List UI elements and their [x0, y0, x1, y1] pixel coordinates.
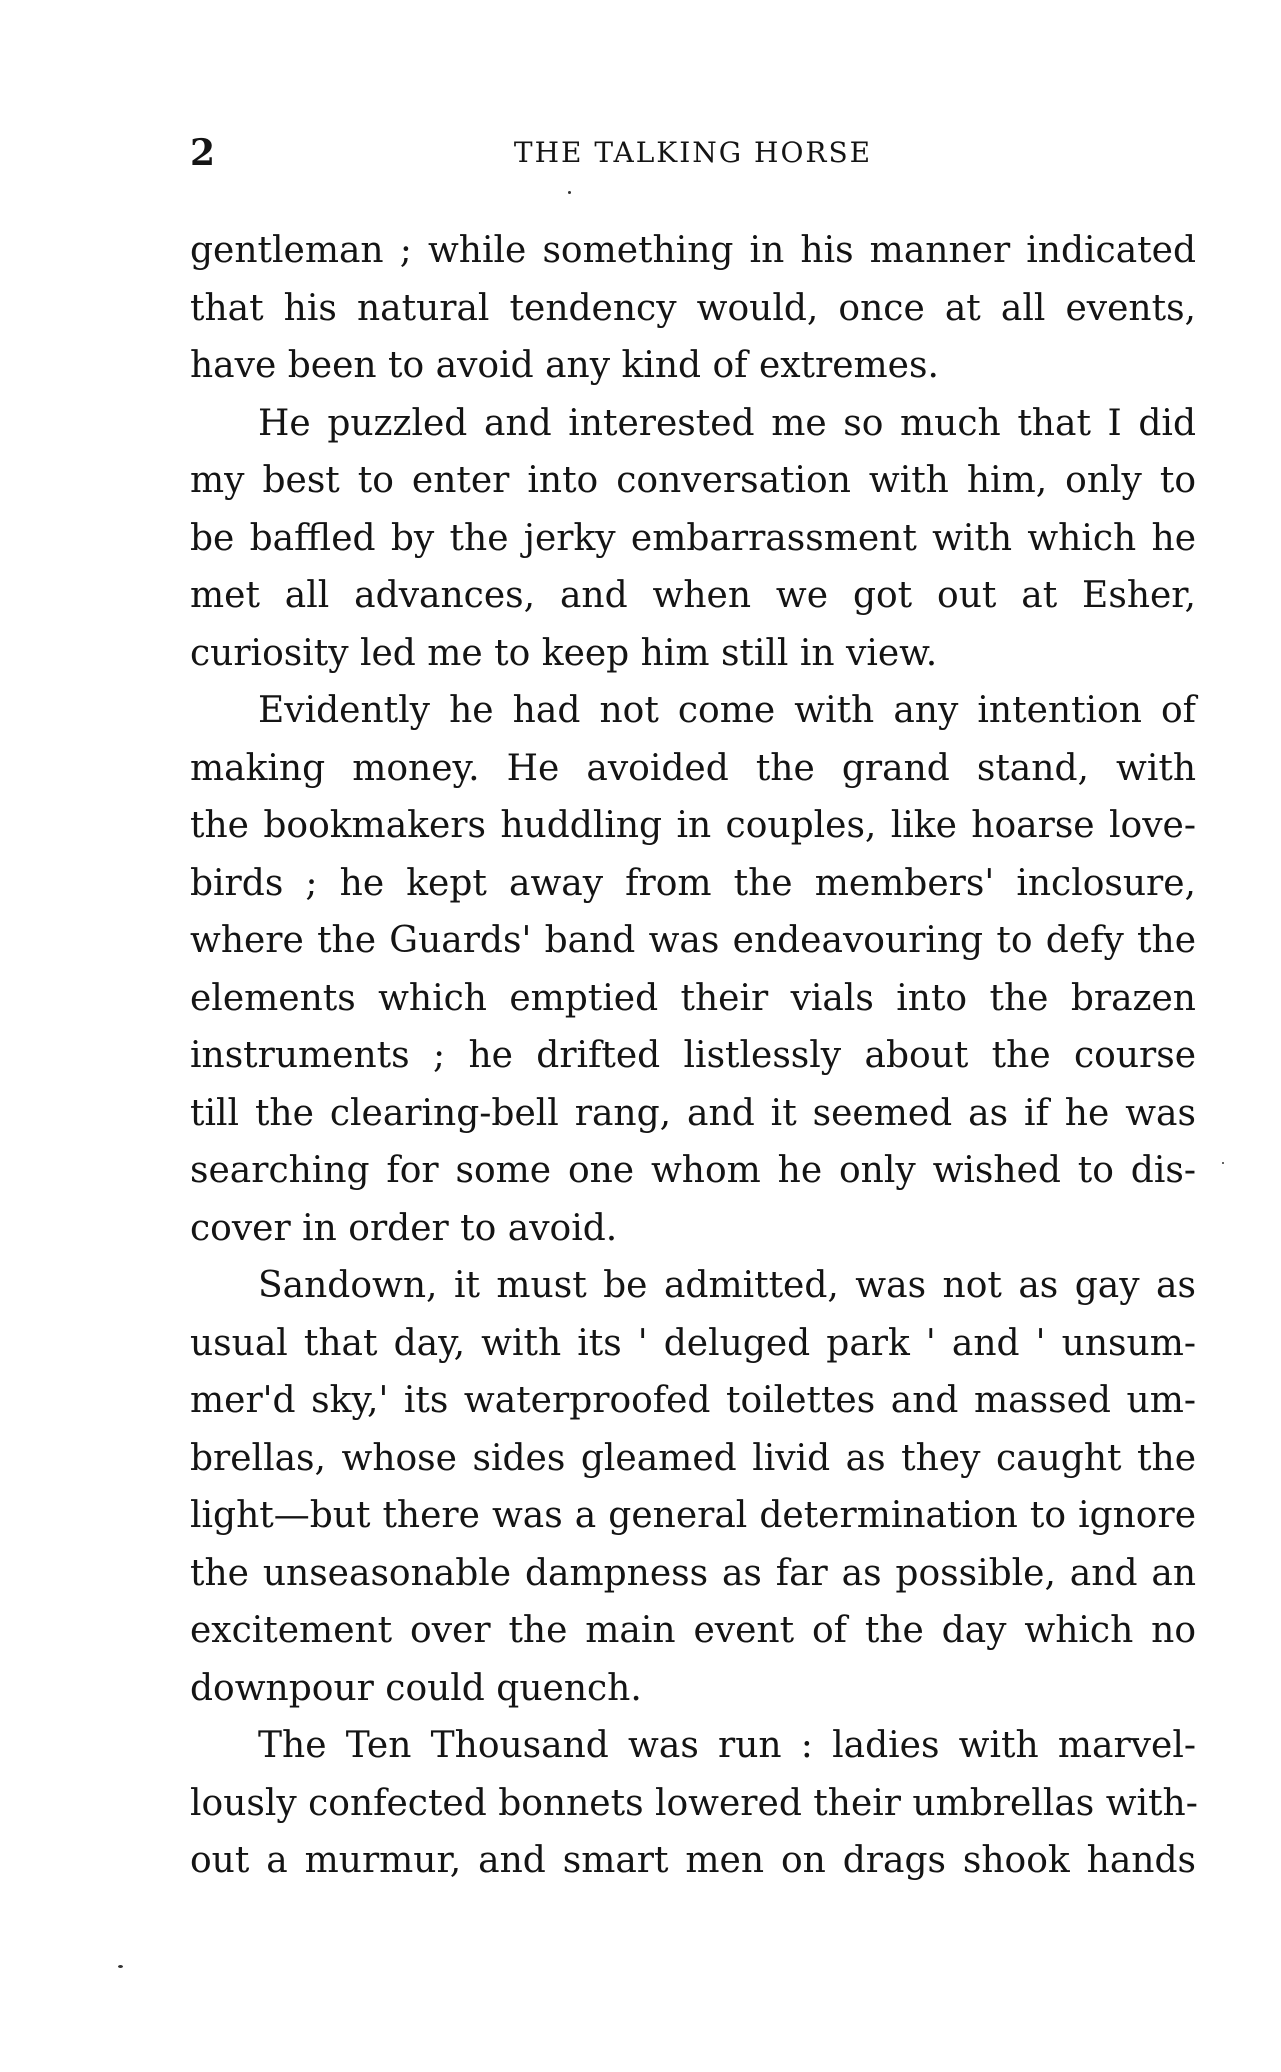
text-line: my best to enter into conversation with him, only to — [190, 460, 1196, 501]
text-line: gentleman ; while something in his manner indicated — [190, 230, 1196, 271]
page-number: 2 — [190, 132, 216, 174]
text-line: Sandown, it must be admitted, was not as gay as — [258, 1265, 1196, 1306]
text-line: mer'd sky,' its waterproofed toilettes and massed um- — [190, 1380, 1196, 1421]
text-line: The Ten Thousand was run : ladies with marvel- — [258, 1725, 1196, 1766]
text-line: till the clearing-bell rang, and it seemed as if he was — [190, 1092, 1196, 1134]
text-line: downpour could quench. — [190, 1667, 642, 1709]
text-line: He puzzled and interested me so much that I did — [258, 402, 1196, 444]
text-line: searching for some one whom he only wished to dis- — [190, 1150, 1196, 1191]
text-line: met all advances, and when we got out at Esher, — [190, 575, 1196, 616]
text-line: instruments ; he drifted listlessly about the course — [190, 1035, 1196, 1076]
body-text — [190, 222, 1196, 1890]
text-line: out a murmur, and smart men on drags shook hands — [190, 1840, 1196, 1881]
text-line: curiosity led me to keep him still in view. — [190, 632, 938, 674]
text-line: excitement over the main event of the day which no — [190, 1610, 1196, 1651]
text-line: the bookmakers huddling in couples, like hoarse love- — [190, 805, 1196, 846]
running-head: THE TALKING HORSE — [513, 136, 873, 169]
text-line: light—but there was a general determination to ignore — [190, 1495, 1196, 1536]
text-line: brellas, whose sides gleamed livid as they caught the — [190, 1437, 1196, 1479]
text-line: lously confected bonnets lowered their umbrellas with- — [190, 1782, 1198, 1824]
text-line: Evidently he had not come with any intention of — [258, 690, 1196, 731]
ink-speck — [1222, 1162, 1224, 1164]
ink-speck — [568, 191, 571, 194]
text-line: usual that day, with its ' deluged park ' and ' unsum- — [190, 1322, 1196, 1364]
ink-speck — [118, 1965, 123, 1968]
text-line: that his natural tendency would, once at all events, — [190, 287, 1196, 329]
text-line: birds ; he kept away from the members' inclosure, — [190, 862, 1196, 904]
text-line: the unseasonable dampness as far as possible, and an — [190, 1552, 1196, 1594]
text-line: elements which emptied their vials into the brazen — [190, 977, 1196, 1019]
text-line: be baffled by the jerky embarrassment with which he — [190, 517, 1196, 559]
text-line: have been to avoid any kind of extremes. — [190, 345, 939, 386]
page-header — [190, 128, 1196, 178]
text-line: where the Guards' band was endeavouring to defy the — [190, 920, 1196, 961]
text-line: making money. He avoided the grand stand, with — [190, 747, 1196, 789]
text-line: cover in order to avoid. — [190, 1207, 618, 1249]
